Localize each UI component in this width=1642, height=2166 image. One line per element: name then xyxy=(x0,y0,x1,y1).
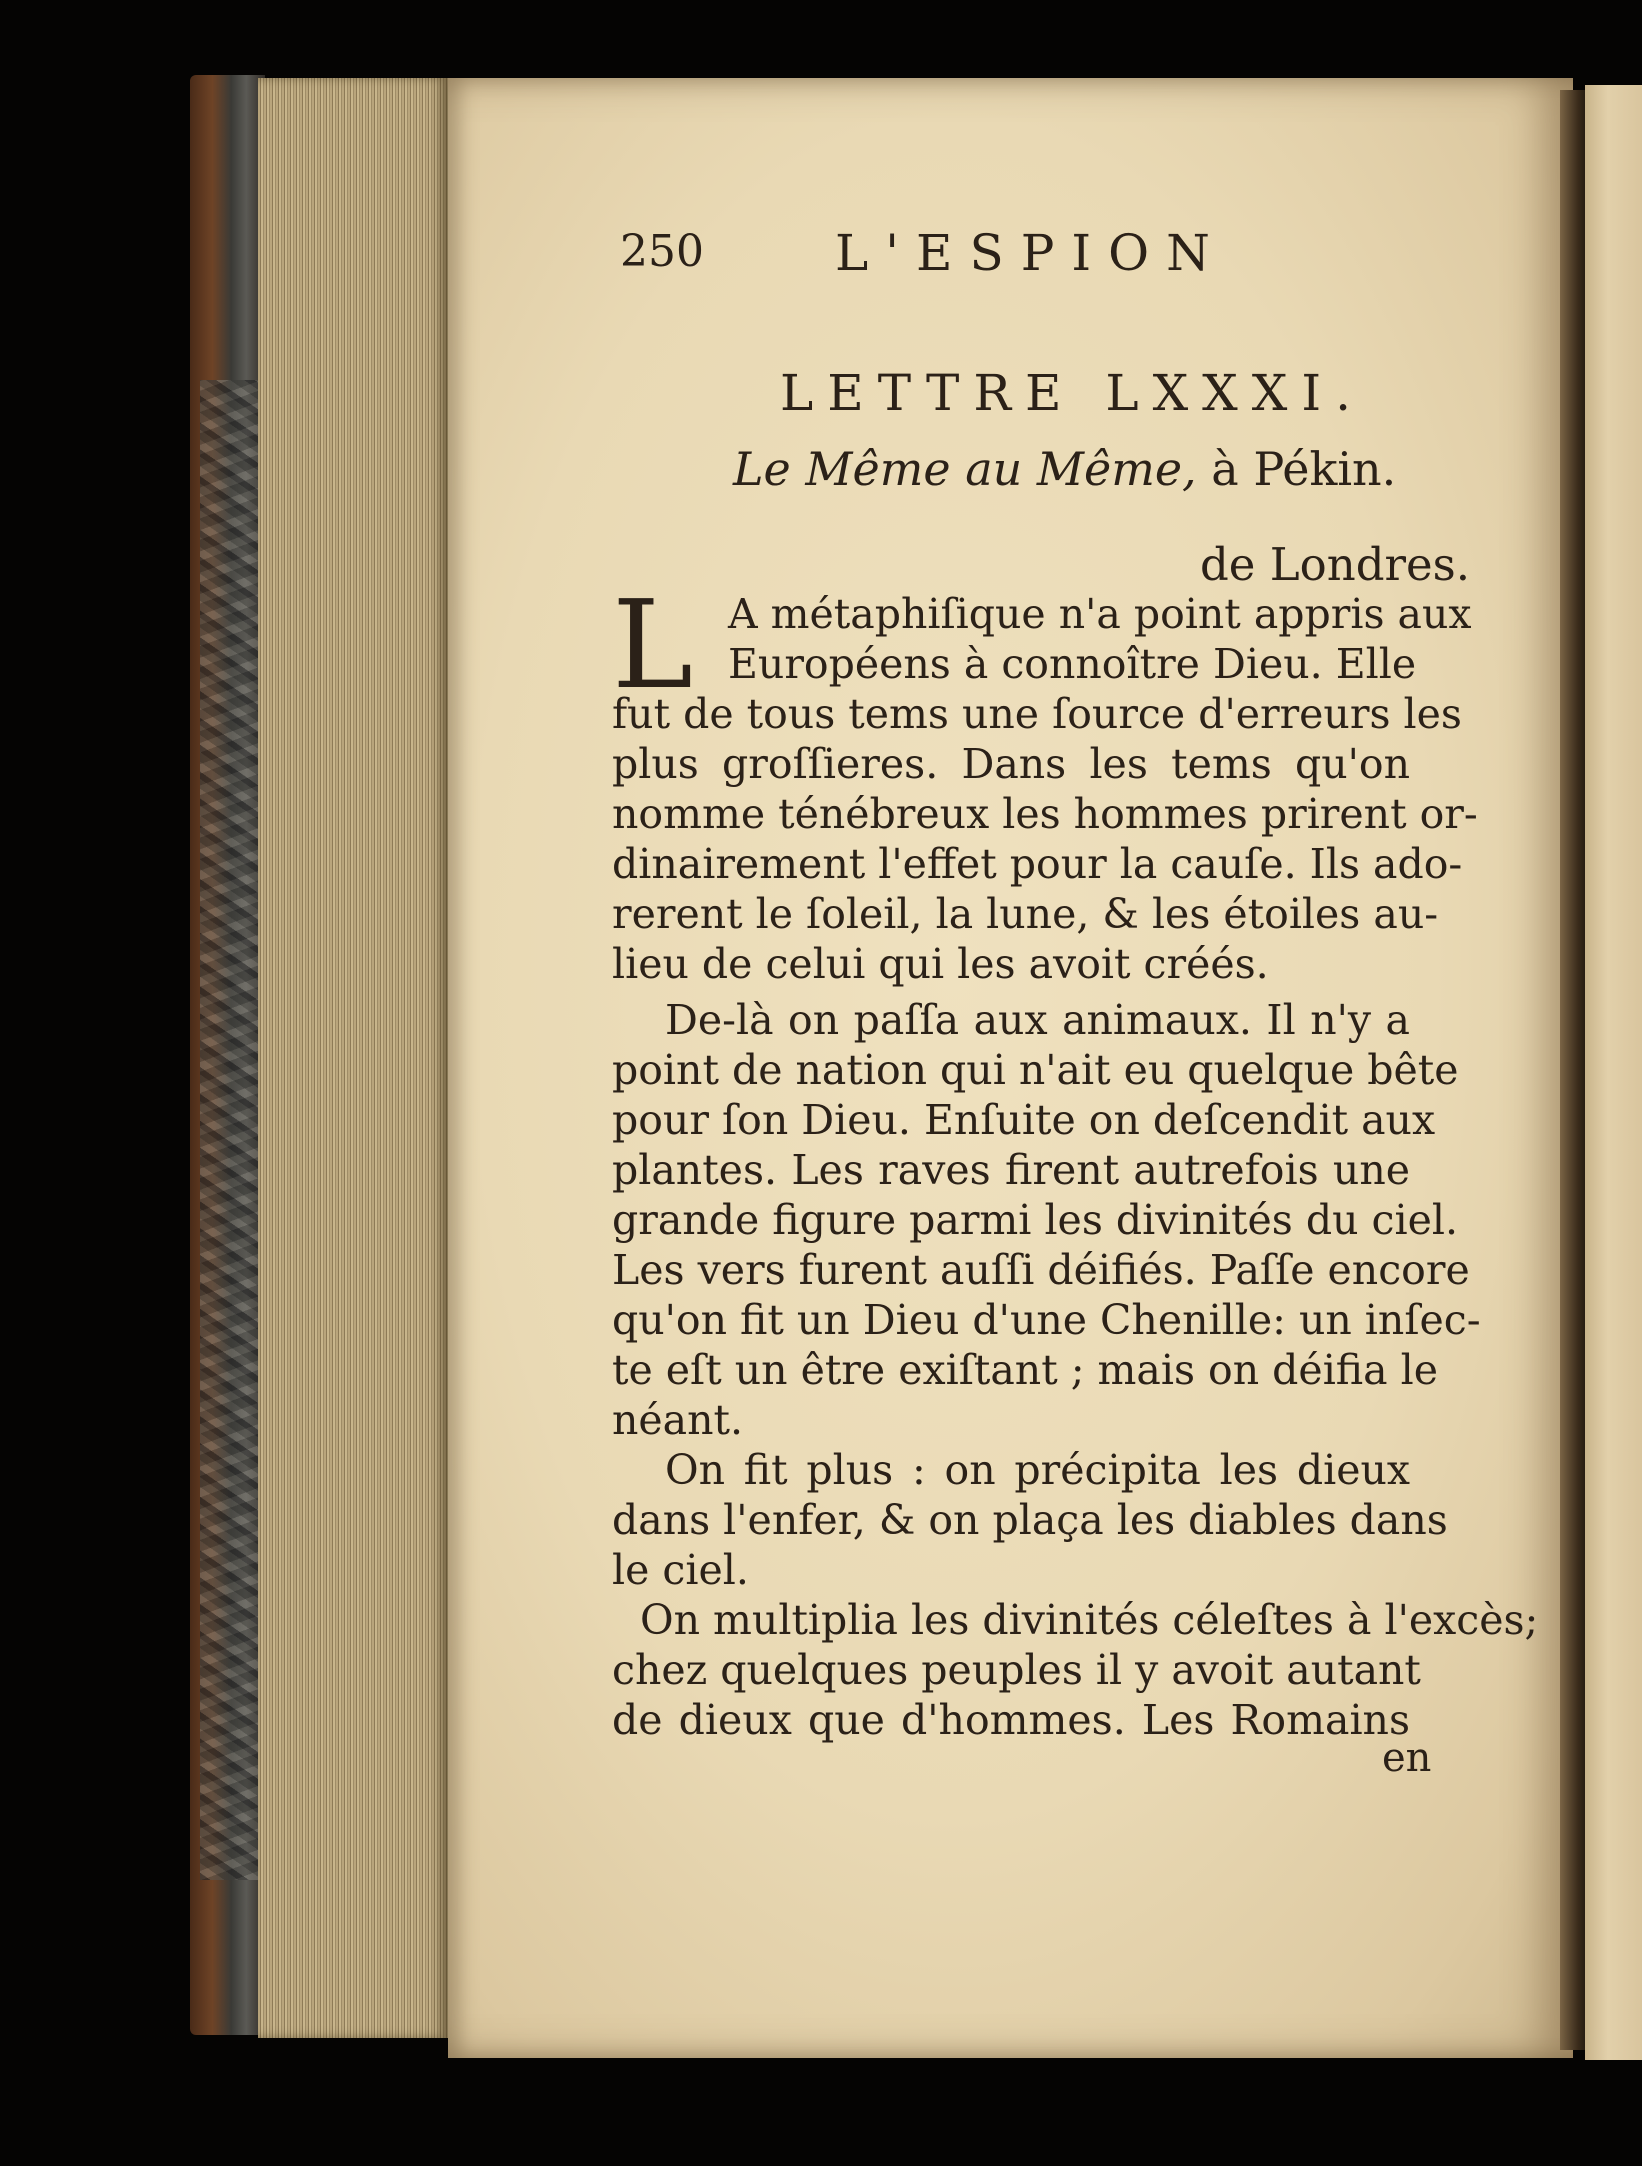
subtitle-part-2: au xyxy=(965,442,1023,496)
subtitle-part-1: Le Même xyxy=(733,442,951,496)
subtitle-part-4: à Pékin. xyxy=(1211,442,1397,496)
body-line: On multiplia les divinités céleſtes à l'excès; xyxy=(640,1596,1539,1644)
body-line: chez quelques peuples il y avoit autant xyxy=(612,1646,1421,1694)
body-line: pour ſon Dieu. Enſuite on deſcendit aux xyxy=(612,1096,1436,1144)
facing-page-edge xyxy=(1585,85,1642,2060)
body-line: nomme ténébreux les hommes prirent or- xyxy=(612,790,1478,838)
body-line: dinairement l'effet pour la cauſe. Ils ado- xyxy=(612,840,1463,888)
body-line: fut de tous tems une ſource d'erreurs les xyxy=(612,690,1462,738)
letter-subtitle xyxy=(733,442,1396,496)
body-line: point de nation qui n'ait eu quelque bête xyxy=(612,1046,1459,1094)
body-line: le ciel. xyxy=(612,1546,749,1594)
body-line: De-là on paſſa aux animaux. Il n'y a xyxy=(665,996,1410,1044)
body-line: plus groſſieres. Dans les tems qu'on xyxy=(612,740,1410,788)
drop-cap: L xyxy=(612,574,694,716)
page-number: 250 xyxy=(620,226,704,277)
catchword: en xyxy=(1382,1735,1432,1781)
body-line: On fit plus : on précipita les dieux xyxy=(665,1446,1410,1494)
body-line: A métaphiſique n'a point appris aux xyxy=(728,590,1472,638)
subtitle-part-3: Même, xyxy=(1036,442,1197,496)
page-edges xyxy=(258,78,448,2038)
letter-place: de Londres. xyxy=(1200,538,1471,591)
body-line: lieu de celui qui les avoit créés. xyxy=(612,940,1269,988)
body-line: rerent le ſoleil, la lune, & les étoiles au- xyxy=(612,890,1439,938)
running-title: L'ESPION xyxy=(835,224,1227,282)
body-line: grande figure parmi les divinités du ciel. xyxy=(612,1196,1459,1244)
body-line: de dieux que d'hommes. Les Romains xyxy=(612,1696,1410,1744)
body-line: qu'on fit un Dieu d'une Chenille: un inſec- xyxy=(612,1296,1481,1344)
body-line: Européens à connoître Dieu. Elle xyxy=(728,640,1417,688)
body-line: plantes. Les raves firent autrefois une xyxy=(612,1146,1410,1194)
marbled-cover xyxy=(200,380,260,1880)
body-line: néant. xyxy=(612,1396,744,1444)
body-line: te eſt un être exiſtant ; mais on déifia le xyxy=(612,1346,1439,1394)
body-line: dans l'enfer, & on plaça les diables dans xyxy=(612,1496,1448,1544)
letter-title: LETTRE LXXXI. xyxy=(780,364,1366,422)
body-line: Les vers furent auſſi déifiés. Paſſe encore xyxy=(612,1246,1470,1294)
